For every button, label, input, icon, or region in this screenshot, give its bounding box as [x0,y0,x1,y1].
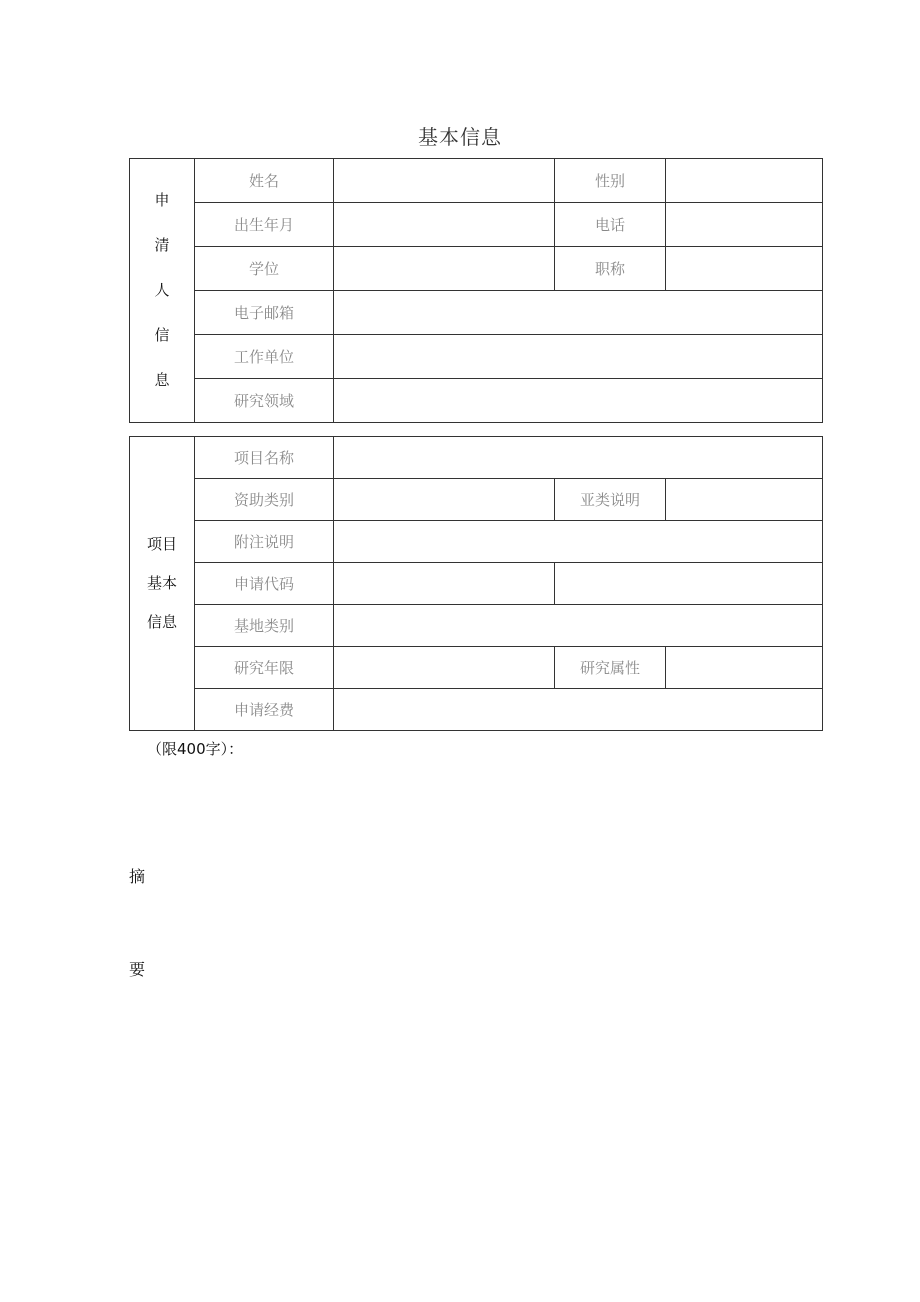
applicant-info-table [129,158,823,423]
birth-date-field[interactable] [334,203,555,247]
gender-field[interactable] [666,159,823,203]
project-name-field[interactable] [334,437,823,479]
abstract-limit-note: （限400字）： [147,740,244,758]
project-section-line: 信息 [146,613,177,631]
funding-type-field[interactable] [334,479,555,521]
project-name-label: 项目名称 [195,437,334,479]
employer-label: 工作单位 [195,335,334,379]
birth-date-label: 出生年月 [195,203,334,247]
project-section-line: 项目 [146,535,177,553]
research-attribute-field[interactable] [666,647,823,689]
phone-field[interactable] [666,203,823,247]
budget-label: 申请经费 [195,689,334,731]
research-attribute-label: 研究属性 [555,647,666,689]
applicant-section-char: 申 [154,191,170,209]
application-code-field[interactable] [334,563,555,605]
abstract-label-char: 摘 [129,867,146,886]
degree-label: 学位 [195,247,334,291]
applicant-section-char: 人 [154,281,170,299]
project-info-table [129,436,823,731]
job-title-field[interactable] [666,247,823,291]
page-title: 基本信息 [418,125,502,149]
research-field-label: 研究领域 [195,379,334,423]
gender-label: 性别 [555,159,666,203]
project-section-line: 基本 [146,574,177,592]
job-title-label: 职称 [555,247,666,291]
research-field-field[interactable] [334,379,823,423]
base-type-field[interactable] [334,605,823,647]
degree-field[interactable] [334,247,555,291]
applicant-section-char: 息 [154,371,170,389]
email-field[interactable] [334,291,823,335]
application-code-field-2[interactable] [555,563,823,605]
subtype-label: 亚类说明 [555,479,666,521]
name-field[interactable] [334,159,555,203]
subtype-field[interactable] [666,479,823,521]
employer-field[interactable] [334,335,823,379]
applicant-section-char: 信 [154,326,170,344]
funding-type-label: 资助类别 [195,479,334,521]
abstract-label-char: 要 [129,960,146,979]
note-field[interactable] [334,521,823,563]
name-label: 姓名 [195,159,334,203]
applicant-section-char: 清 [154,236,170,254]
research-duration-label: 研究年限 [195,647,334,689]
base-type-label: 基地类别 [195,605,334,647]
research-duration-field[interactable] [334,647,555,689]
email-label: 电子邮箱 [195,291,334,335]
project-section-label [130,437,195,731]
phone-label: 电话 [555,203,666,247]
application-code-label: 申请代码 [195,563,334,605]
applicant-section-label [130,159,195,423]
note-label: 附注说明 [195,521,334,563]
budget-field[interactable] [334,689,823,731]
